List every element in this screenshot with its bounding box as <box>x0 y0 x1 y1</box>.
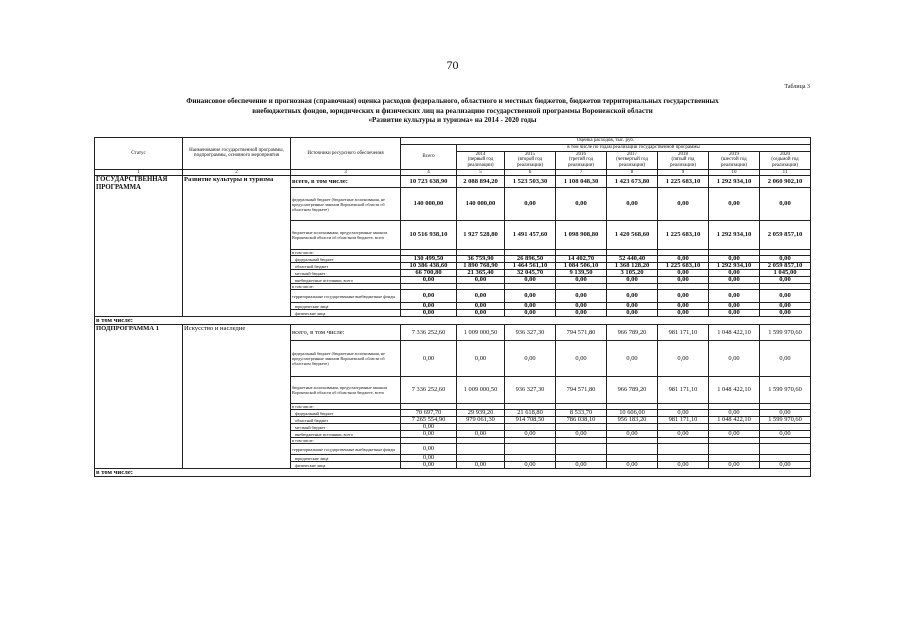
value-cell: 966 789,20 <box>607 325 658 341</box>
value-cell: 0,00 <box>457 290 505 303</box>
value-cell: 1 009 000,50 <box>457 325 505 341</box>
value-cell: 7 265 554,90 <box>401 417 457 424</box>
value-cell <box>505 444 556 455</box>
value-cell: 1 599 970,60 <box>760 377 811 404</box>
value-cell: 1 048 422,10 <box>709 417 760 424</box>
value-cell: 936 327,30 <box>505 377 556 404</box>
value-cell: 1 045,00 <box>760 270 811 277</box>
value-cell: 0,00 <box>658 290 709 303</box>
value-cell: 0,00 <box>505 462 556 469</box>
subprogram-name: Искусство и наследие <box>183 325 291 469</box>
header-name: Наименование государственной программы, подпрограммы, основного мероприятия <box>183 138 291 170</box>
value-cell: 0,00 <box>401 444 457 455</box>
value-cell: 0,00 <box>457 303 505 310</box>
source-label: местный бюджет <box>291 270 401 277</box>
source-label: физические лица <box>291 310 401 317</box>
value-cell <box>709 444 760 455</box>
column-number: 11 <box>760 169 811 176</box>
value-cell <box>505 424 556 431</box>
header-year-2015 <box>505 151 556 169</box>
value-cell: 0,00 <box>556 188 607 221</box>
value-cell: 0,00 <box>607 310 658 317</box>
incl-row-end <box>95 469 811 477</box>
value-cell: 70 697,70 <box>401 410 457 417</box>
year-number: 2020 <box>780 151 790 157</box>
value-cell: 0,00 <box>401 431 457 438</box>
table-label: Таблица 3 <box>784 84 810 90</box>
year-number: 2016 <box>576 151 586 157</box>
source-label: областной бюджет <box>291 417 401 424</box>
value-cell: 0,00 <box>709 290 760 303</box>
value-cell: 52 440,40 <box>607 256 658 263</box>
source-label: в том числе: <box>291 438 401 444</box>
value-cell: 10 386 438,60 <box>401 263 457 270</box>
value-cell: 1 292 934,10 <box>709 221 760 250</box>
value-cell <box>607 424 658 431</box>
value-cell <box>658 455 709 462</box>
source-label: юридические лица <box>291 303 401 310</box>
value-cell: 1 225 683,10 <box>658 263 709 270</box>
value-cell: 2 060 902,10 <box>760 176 811 188</box>
value-cell: 0,00 <box>556 310 607 317</box>
column-number: 10 <box>709 169 760 176</box>
value-cell: 9 139,50 <box>556 270 607 277</box>
value-cell: 956 183,20 <box>607 417 658 424</box>
value-cell: 0,00 <box>709 256 760 263</box>
title-line-2: внебюджетных фондов, юридических и физических лиц на реализацию государственной программы Воронежской области <box>252 106 653 115</box>
source-label: в том числе: <box>291 284 401 290</box>
value-cell: 0,00 <box>607 188 658 221</box>
value-cell: 1 523 503,30 <box>505 176 556 188</box>
value-cell <box>556 455 607 462</box>
value-cell: 14 402,70 <box>556 256 607 263</box>
value-cell: 0,00 <box>505 341 556 377</box>
value-cell: 0,00 <box>658 277 709 284</box>
value-cell: 0,00 <box>760 431 811 438</box>
value-cell: 0,00 <box>709 410 760 417</box>
value-cell: 0,00 <box>760 410 811 417</box>
value-cell: 140 000,00 <box>401 188 457 221</box>
value-cell: 0,00 <box>709 341 760 377</box>
source-label: в том числе: <box>291 404 401 410</box>
year-number: 2017 <box>627 151 637 157</box>
value-cell: 0,00 <box>505 290 556 303</box>
value-cell: 0,00 <box>658 310 709 317</box>
header-status: Статус <box>95 138 183 170</box>
column-number: 6 <box>505 169 556 176</box>
value-cell: 0,00 <box>760 188 811 221</box>
value-cell <box>607 444 658 455</box>
value-cell: 1 108 048,30 <box>556 176 607 188</box>
program-status: ГОСУДАРСТВЕННАЯ ПРОГРАММА <box>95 176 183 317</box>
value-cell: 0,00 <box>658 410 709 417</box>
year-label: (третий год реализации) <box>567 157 595 168</box>
value-cell: 0,00 <box>457 431 505 438</box>
source-label: физические лица <box>291 462 401 469</box>
subprogram-row <box>95 325 811 341</box>
value-cell: 1 098 908,80 <box>556 221 607 250</box>
program-row <box>95 176 811 188</box>
value-cell: 0,00 <box>709 277 760 284</box>
value-cell <box>457 444 505 455</box>
value-cell: 0,00 <box>760 341 811 377</box>
value-cell: 32 045,70 <box>505 270 556 277</box>
value-cell: 794 571,80 <box>556 325 607 341</box>
incl-label: в том числе: <box>95 317 811 325</box>
value-cell: 0,00 <box>457 462 505 469</box>
value-cell: 29 939,20 <box>457 410 505 417</box>
value-cell: 0,00 <box>760 303 811 310</box>
value-cell: 0,00 <box>401 277 457 284</box>
value-cell: 0,00 <box>658 303 709 310</box>
value-cell <box>760 424 811 431</box>
value-cell: 0,00 <box>658 270 709 277</box>
value-cell: 1 048 422,10 <box>709 377 760 404</box>
value-cell: 10 606,00 <box>607 410 658 417</box>
value-cell: 0,00 <box>658 188 709 221</box>
value-cell: 1 890 768,90 <box>457 263 505 270</box>
value-cell <box>556 444 607 455</box>
header-total: Всего <box>401 145 457 170</box>
value-cell: 0,00 <box>607 277 658 284</box>
header-year-2018 <box>658 151 709 169</box>
value-cell: 0,00 <box>709 188 760 221</box>
value-cell: 1 225 683,10 <box>658 221 709 250</box>
value-cell: 0,00 <box>505 277 556 284</box>
value-cell: 981 171,10 <box>658 325 709 341</box>
finance-table <box>94 137 811 477</box>
source-label: территориальные государственные внебюджетные фонды <box>291 444 401 455</box>
source-label: территориальные государственные внебюджетные фонды <box>291 290 401 303</box>
value-cell: 10 723 638,90 <box>401 176 457 188</box>
value-cell: 0,00 <box>401 455 457 462</box>
value-cell: 979 061,30 <box>457 417 505 424</box>
value-cell: 2 059 857,10 <box>760 263 811 270</box>
source-label: федеральный бюджет (бюджетные ассигнования, не предусмотренные законом Воронежской области об областном бюджете) <box>291 188 401 221</box>
title-line-1: Финансовое обеспечение и прогнозная (справочная) оценка расходов федерального, областного и местных бюджетов, бюджетов территориальных государственных <box>186 97 719 105</box>
value-cell: 936 327,30 <box>505 325 556 341</box>
year-label: (первый год реализации) <box>467 157 494 168</box>
value-cell: 0,00 <box>709 303 760 310</box>
value-cell: 0,00 <box>607 341 658 377</box>
source-label: юридические лица <box>291 455 401 462</box>
value-cell: 0,00 <box>457 277 505 284</box>
value-cell: 0,00 <box>658 431 709 438</box>
column-number: 4 <box>401 169 457 176</box>
value-cell: 0,00 <box>556 290 607 303</box>
column-number: 2 <box>183 169 291 176</box>
year-number: 2018 <box>678 151 688 157</box>
value-cell: 1 423 673,80 <box>607 176 658 188</box>
source-label: федеральный бюджет (бюджетные ассигнования, не предусмотренные законом Воронежской области об областном бюджете) <box>291 341 401 377</box>
header-year-2014 <box>457 151 505 169</box>
value-cell: 21 365,40 <box>457 270 505 277</box>
value-cell: 0,00 <box>709 310 760 317</box>
column-number: 9 <box>658 169 709 176</box>
value-cell: 36 759,90 <box>457 256 505 263</box>
value-cell: 0,00 <box>505 431 556 438</box>
document-title <box>80 97 825 126</box>
value-cell: 1 491 457,60 <box>505 221 556 250</box>
value-cell: 2 059 857,10 <box>760 221 811 250</box>
value-cell: 0,00 <box>505 303 556 310</box>
value-cell <box>457 455 505 462</box>
value-cell <box>760 444 811 455</box>
value-cell: 914 708,50 <box>505 417 556 424</box>
source-label: федеральный бюджет <box>291 256 401 263</box>
value-cell: 26 896,50 <box>505 256 556 263</box>
value-cell: 0,00 <box>760 277 811 284</box>
value-cell: 0,00 <box>709 462 760 469</box>
header-year-2016 <box>556 151 607 169</box>
value-cell: 0,00 <box>760 290 811 303</box>
value-cell: 966 789,20 <box>607 377 658 404</box>
value-cell: 0,00 <box>607 290 658 303</box>
value-cell: 981 171,10 <box>658 417 709 424</box>
value-cell: 1 009 000,50 <box>457 377 505 404</box>
value-cell: 130 499,50 <box>401 256 457 263</box>
value-cell <box>457 424 505 431</box>
value-cell: 1 225 683,10 <box>658 176 709 188</box>
value-cell: 1 048 422,10 <box>709 325 760 341</box>
program-name: Развитие культуры и туризма <box>183 176 291 317</box>
value-cell: 1 292 934,10 <box>709 176 760 188</box>
value-cell <box>709 424 760 431</box>
value-cell <box>709 455 760 462</box>
header-year-2020 <box>760 151 811 169</box>
year-label: (шестой год реализации) <box>720 157 748 168</box>
value-cell <box>658 444 709 455</box>
value-cell: 0,00 <box>658 341 709 377</box>
value-cell: 1 464 561,10 <box>505 263 556 270</box>
value-cell: 0,00 <box>709 270 760 277</box>
value-cell: 0,00 <box>556 431 607 438</box>
value-cell: 7 336 252,60 <box>401 377 457 404</box>
subprogram-status: ПОДПРОГРАММА 1 <box>95 325 183 469</box>
value-cell: 2 088 894,20 <box>457 176 505 188</box>
value-cell: 1 084 506,10 <box>556 263 607 270</box>
value-cell: 0,00 <box>658 462 709 469</box>
value-cell: 1 599 970,60 <box>760 417 811 424</box>
value-cell <box>556 424 607 431</box>
value-cell: 3 105,20 <box>607 270 658 277</box>
value-cell: 1 420 568,60 <box>607 221 658 250</box>
value-cell: 0,00 <box>556 341 607 377</box>
source-label: областной бюджет <box>291 263 401 270</box>
value-cell: 10 516 938,10 <box>401 221 457 250</box>
value-cell: 981 171,10 <box>658 377 709 404</box>
value-cell: 0,00 <box>760 256 811 263</box>
column-number: 7 <box>556 169 607 176</box>
value-cell: 0,00 <box>760 310 811 317</box>
source-label: местный бюджет <box>291 424 401 431</box>
source-label: всего, в том числе: <box>291 325 401 341</box>
value-cell: 7 336 252,60 <box>401 325 457 341</box>
value-cell: 0,00 <box>607 303 658 310</box>
value-cell: 1 599 970,60 <box>760 325 811 341</box>
value-cell: 0,00 <box>556 303 607 310</box>
value-cell: 1 927 528,80 <box>457 221 505 250</box>
value-cell: 0,00 <box>457 341 505 377</box>
header-incl-years: в том числе по годам реализации государственной программы <box>457 145 811 152</box>
value-cell: 786 038,10 <box>556 417 607 424</box>
year-label: (второй год реализации) <box>516 157 544 168</box>
source-label: внебюджетные источники, всего <box>291 431 401 438</box>
value-cell: 0,00 <box>658 256 709 263</box>
value-cell: 8 533,70 <box>556 410 607 417</box>
value-cell <box>658 424 709 431</box>
incl-label-end: в том числе: <box>95 469 811 477</box>
column-number: 5 <box>457 169 505 176</box>
value-cell: 0,00 <box>556 277 607 284</box>
value-cell: 0,00 <box>401 290 457 303</box>
column-number: 3 <box>291 169 401 176</box>
header-year-2019 <box>709 151 760 169</box>
source-label: бюджетные ассигнования, предусмотренные законом Воронежской области об областном бюджете, всего <box>291 221 401 250</box>
value-cell: 0,00 <box>505 188 556 221</box>
value-cell: 0,00 <box>401 310 457 317</box>
year-number: 2015 <box>525 151 535 157</box>
header-source: Источники ресурсного обеспечения <box>291 138 401 170</box>
incl-row <box>95 317 811 325</box>
value-cell: 1 368 128,20 <box>607 263 658 270</box>
column-number: 1 <box>95 169 183 176</box>
value-cell: 0,00 <box>607 431 658 438</box>
value-cell: 0,00 <box>401 303 457 310</box>
year-label: (седьмой год реализации) <box>771 157 799 168</box>
value-cell: 1 292 934,10 <box>709 263 760 270</box>
value-cell: 0,00 <box>401 424 457 431</box>
source-label: федеральный бюджет <box>291 410 401 417</box>
source-label: в том числе: <box>291 250 401 256</box>
page-number: 70 <box>446 58 459 72</box>
value-cell <box>607 455 658 462</box>
title-line-3: «Развитие культуры и туризма» на 2014 - 2020 годы <box>368 116 537 124</box>
value-cell: 794 571,80 <box>556 377 607 404</box>
source-label: внебюджетные источники, всего <box>291 277 401 284</box>
header-estimate: Оценка расходов, тыс. руб. <box>401 138 811 145</box>
value-cell: 0,00 <box>401 341 457 377</box>
value-cell: 0,00 <box>505 310 556 317</box>
source-label: всего, в том числе: <box>291 176 401 188</box>
value-cell: 0,00 <box>556 462 607 469</box>
year-number: 2019 <box>729 151 739 157</box>
value-cell <box>760 455 811 462</box>
column-number: 8 <box>607 169 658 176</box>
year-number: 2014 <box>475 151 486 157</box>
year-label: (пятый год реализации) <box>669 157 697 168</box>
value-cell <box>505 455 556 462</box>
value-cell: 0,00 <box>457 310 505 317</box>
value-cell: 0,00 <box>607 462 658 469</box>
year-label: (четвертый год реализации) <box>616 157 648 168</box>
value-cell: 21 618,80 <box>505 410 556 417</box>
source-label: бюджетные ассигнования, предусмотренные законом Воронежской области об областном бюджете, всего <box>291 377 401 404</box>
header-year-2017 <box>607 151 658 169</box>
value-cell: 140 000,00 <box>457 188 505 221</box>
value-cell: 66 700,80 <box>401 270 457 277</box>
value-cell: 0,00 <box>401 462 457 469</box>
value-cell: 0,00 <box>709 431 760 438</box>
value-cell: 0,00 <box>760 462 811 469</box>
